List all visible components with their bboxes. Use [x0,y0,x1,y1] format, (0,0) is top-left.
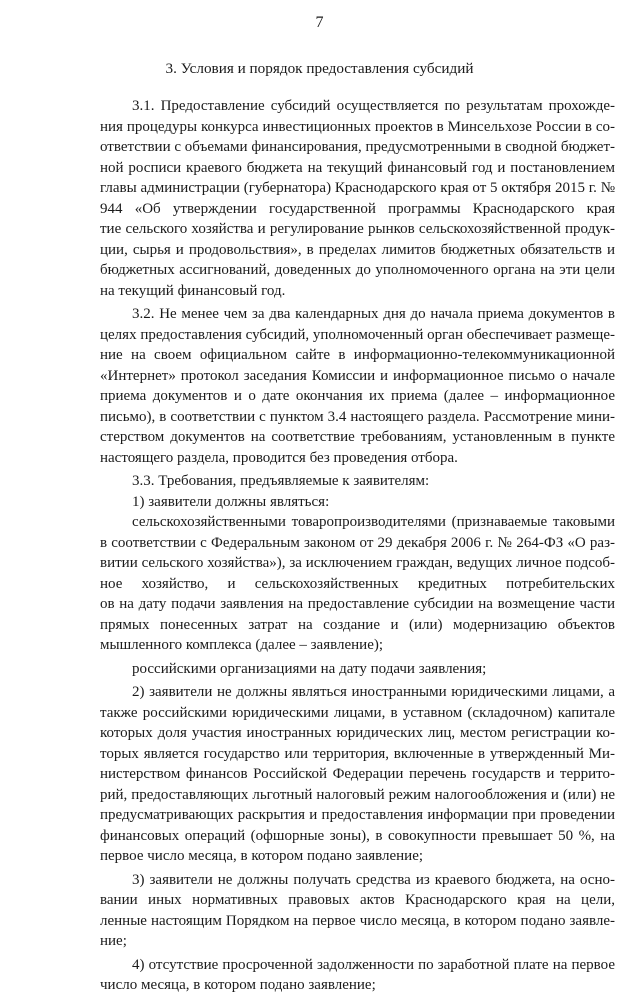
text-line: 3.2. Не менее чем за два календарных дня до начала приема документов в [132,306,615,322]
text-line: тие сельского хозяйства и регулирование рынков сельскохозяйственной продук- [100,221,615,237]
text-line: российскими организациями на дату подачи заявления; [132,660,487,677]
text-line: 2) заявители не должны являться иностранными юридическими лицами, а [132,684,615,700]
text-line: предусматривающих раскрытия и предоставления информации при проведении [100,807,615,823]
text-line: ответствии с объемами финансирования, предусмотренными в сводной бюджет- [100,139,615,155]
text-line: в соответствии с Федеральным законом от 29 декабря 2006 г. № 264-ФЗ «О раз- [100,534,615,551]
text-line: сельскохозяйственными товаропроизводителями (признаваемые таковыми [132,514,615,530]
text-line: ние; [100,933,127,949]
text-line: финансовых операций (офшорные зоны), в совокупности превышает 50 %, на [100,827,615,844]
text-line: которых доля участия иностранных юридических лиц, местом регистрации ко- [100,725,615,741]
text-line: торых является государство или территория, включенные в утвержденный Ми- [100,745,615,762]
text-line: нистерством финансов Российской Федерации перечень государств и террито- [100,766,615,782]
text-line: приема документов и о дате окончания их приема (далее – информационное [100,388,615,404]
text-line: ной росписи краевого бюджета на текущий финансовый год и постановлением [100,159,615,176]
text-line: ние на своем официальном сайте в информационно-телекоммуникационной [100,347,615,363]
text-line: бюджетных ассигнований, доведенных до уполномоченного органа на эти цели [100,262,615,278]
page-number: 7 [315,14,324,31]
text-line: рий, предоставляющих льготный налоговый режим налогообложения и (или) не [100,786,615,803]
text-line: ния процедуры конкурса инвестиционных проектов в Минсельхозе России в со- [100,118,615,135]
text-line: целях предоставления субсидий, уполномоченный орган обеспечивает размеще- [100,326,615,343]
text-line: 3) заявители не должны получать средства из краевого бюджета, на осно- [132,871,615,888]
text-line: 3.1. Предоставление субсидий осуществляется по результатам прохожде- [132,98,615,114]
text-line: первое число месяца, в котором подано заявление; [100,848,424,864]
section-title: 3. Условия и порядок предоставления субсидий [165,60,474,77]
text-line: 3.3. Требования, предъявляемые к заявителям: [132,473,430,489]
text-line: ленные настоящим Порядком на первое число месяца, в котором подано заявле- [100,912,615,929]
text-line: 944 «Об утверждении государственной программы Краснодарского края [100,200,615,217]
text-line: мышленного комплекса (далее – заявление); [100,637,384,653]
text-line: письмо), в соответствии с пунктом 3.4 настоящего раздела. Рассмотрение мини- [100,408,615,425]
text-line: число месяца, в котором подано заявление; [100,977,376,993]
text-line: стерством документов на соответствие требованиям, установленным в пункте [100,429,615,445]
document-body [100,96,615,996]
text-line: главы администрации (губернатора) Краснодарского края от 5 октября 2015 г. № [100,180,615,196]
text-line: витии сельского хозяйства»), за исключением граждан, ведущих личное подсоб- [100,555,615,571]
text-line: ции, сырья и продовольствия», в пределах лимитов бюджетных обязательств и [100,241,615,258]
text-line: также российскими юридическими лицами, в уставном (складочном) капитале [100,704,615,721]
text-line: 1) заявители должны являться: [132,493,330,510]
text-line: «Интернет» протокол заседания Комиссии и информационное письмо о начале [100,367,615,384]
text-line: вании иных нормативных правовых актов Краснодарского края на цели, [100,892,615,908]
text-line: ное хозяйство, и сельскохозяйственных кредитных потребительских [100,575,615,592]
text-line: на текущий финансовый год. [100,282,286,299]
text-line: 4) отсутствие просроченной задолженности по заработной плате на первое [132,956,615,973]
text-line: ов на дату подачи заявления на предоставление субсидии на возмещение части [100,596,615,612]
text-line: прямых понесенных затрат на создание и (или) модернизацию объектов [100,616,615,633]
text-line: настоящего раздела, проводится без проведения отбора. [100,449,458,466]
